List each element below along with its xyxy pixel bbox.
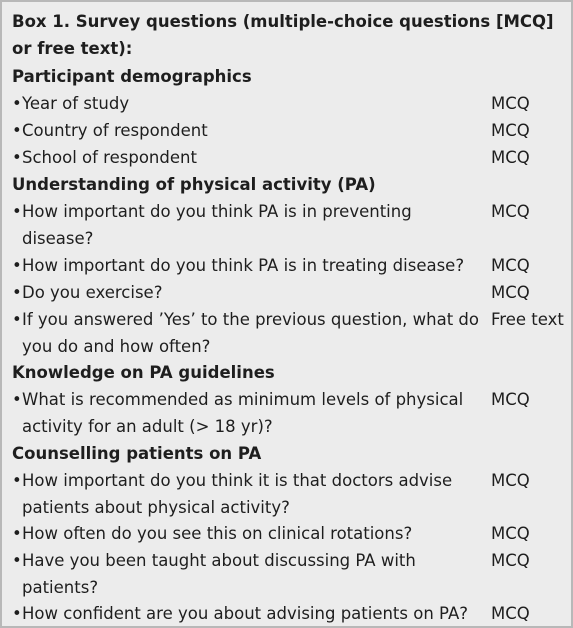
section-heading-demographics: Participant demographics <box>12 67 252 86</box>
bullet: • <box>12 390 22 409</box>
question-text: How important do you think it is that doctors advise patients about physical activity? <box>22 471 453 517</box>
question-text: How confident are you about advising patients on PA? <box>22 604 468 623</box>
question-type: MCQ <box>491 471 530 490</box>
section-heading-counselling: Counselling patients on PA <box>12 444 262 463</box>
question-text: Have you been taught about discussing PA with patients? <box>22 551 416 597</box>
bullet: • <box>12 604 22 623</box>
question-type: MCQ <box>491 551 530 570</box>
question-text: Country of respondent <box>22 121 208 140</box>
section-heading-understanding: Understanding of physical activity (PA) <box>12 175 376 194</box>
section-heading-guidelines: Knowledge on PA guidelines <box>12 363 275 382</box>
question-type: MCQ <box>491 202 530 221</box>
question-text: Year of study <box>22 94 130 113</box>
box-title: Box 1. Survey questions (multiple-choice questions [MCQ] or free text): <box>12 12 554 58</box>
question-type: MCQ <box>491 148 530 167</box>
bullet: • <box>12 148 22 167</box>
question-type: MCQ <box>491 121 530 140</box>
question-text: How important do you think PA is in preventing disease? <box>22 202 412 248</box>
bullet: • <box>12 94 22 113</box>
bullet: • <box>12 471 22 490</box>
bullet: • <box>12 524 22 543</box>
question-type: MCQ <box>491 390 530 409</box>
bullet: • <box>12 256 22 275</box>
bullet: • <box>12 121 22 140</box>
question-text: Do you exercise? <box>22 283 163 302</box>
bullet: • <box>12 283 22 302</box>
question-text: What is recommended as minimum levels of physical activity for an adult (> 18 yr)? <box>22 390 464 436</box>
question-text: How often do you see this on clinical rotations? <box>22 524 413 543</box>
question-type: MCQ <box>491 524 530 543</box>
bullet: • <box>12 310 22 329</box>
question-text: School of respondent <box>22 148 197 167</box>
question-text: If you answered ’Yes’ to the previous question, what do you do and how often? <box>22 310 479 356</box>
question-text: How important do you think PA is in treating disease? <box>22 256 465 275</box>
question-type: MCQ <box>491 604 530 623</box>
question-type: MCQ <box>491 94 530 113</box>
bullet: • <box>12 551 22 570</box>
bullet: • <box>12 202 22 221</box>
question-type: Free text <box>491 310 564 329</box>
question-type: MCQ <box>491 256 530 275</box>
question-type: MCQ <box>491 283 530 302</box>
